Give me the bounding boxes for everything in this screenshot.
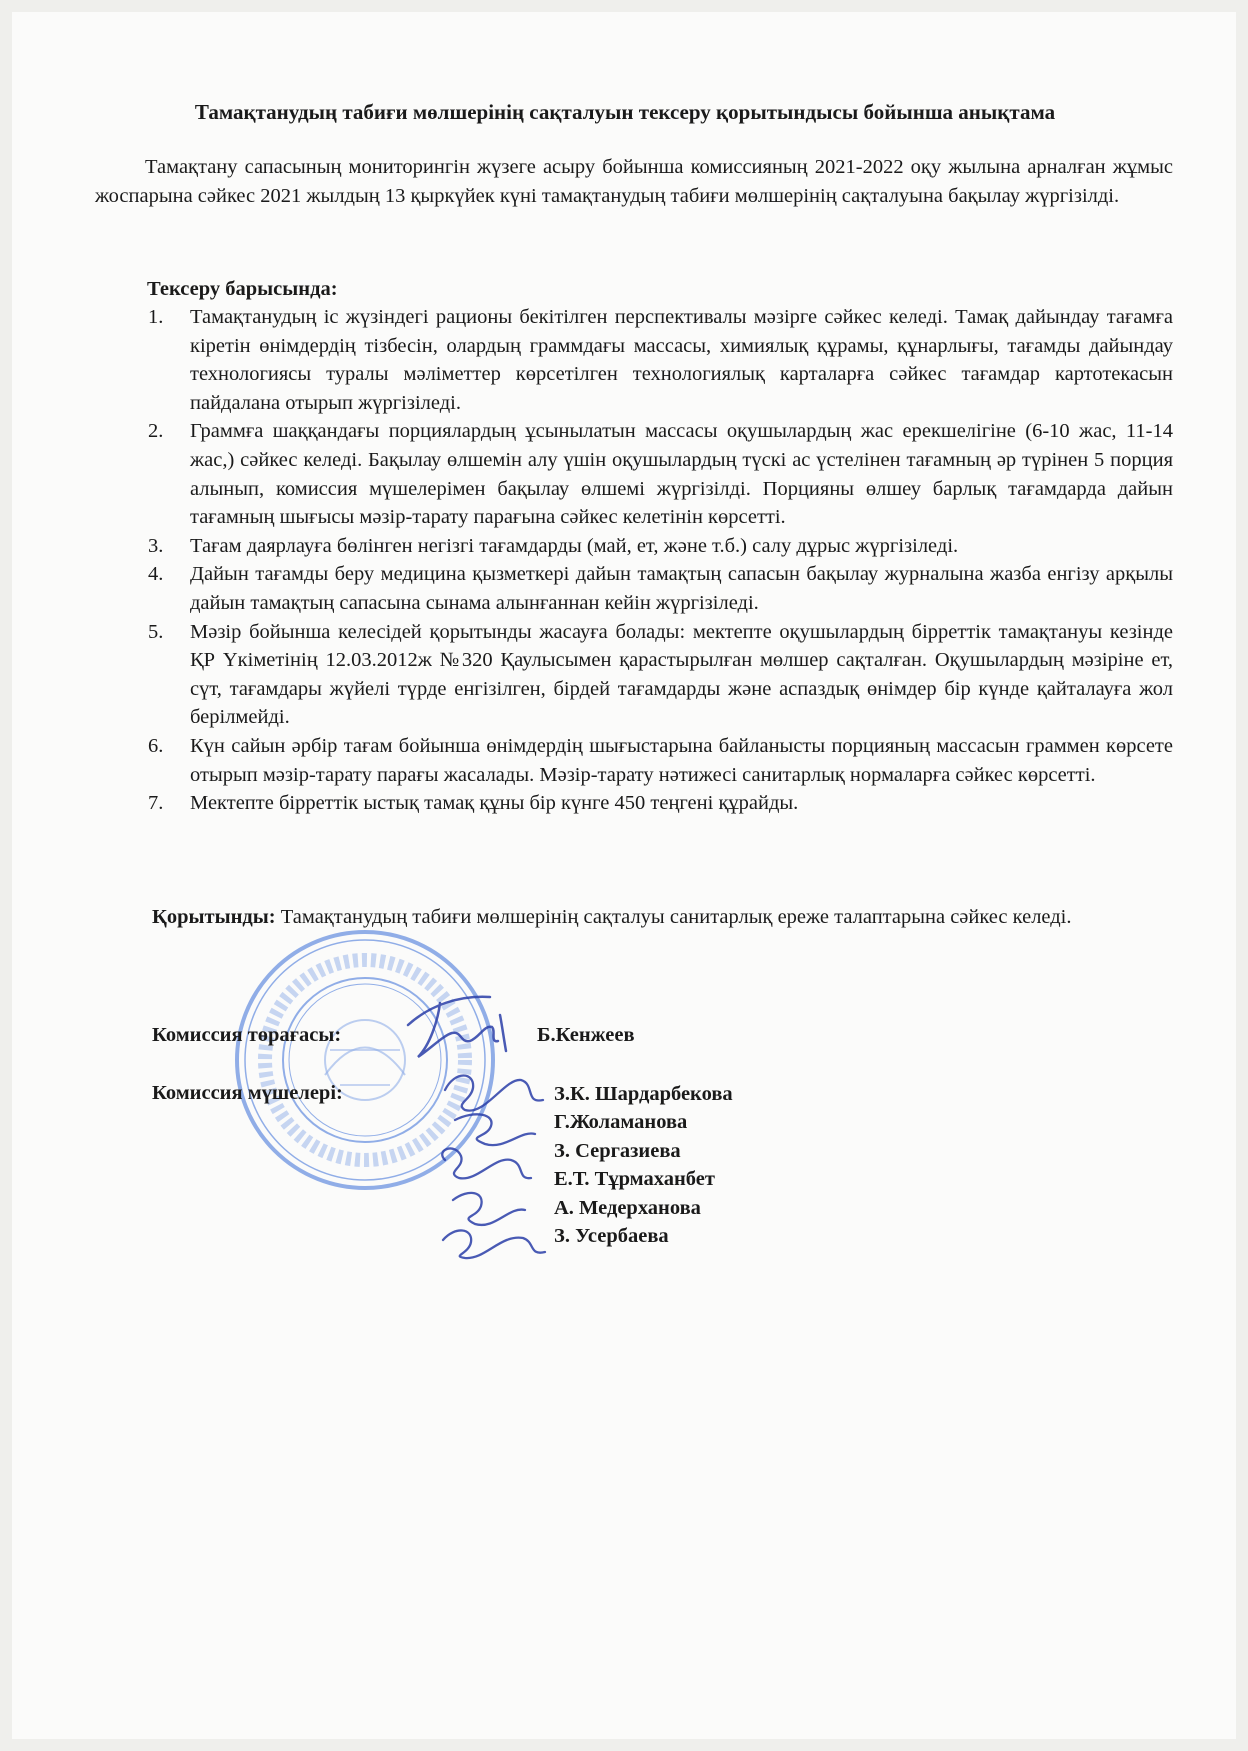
- item-text: Тағам даярлауға бөлінген негізгі тағамдарды (май, ет, және т.б.) салу дұрыс жүргізіледі.: [190, 534, 959, 557]
- item-text: Дайын тағамды беру медицина қызметкері дайын тамақтың сапасын бақылау журналына жазба енгізу арқылы дайын тамақтың сапасына сынама алынғаннан кейін жүргізіледі.: [190, 563, 1173, 614]
- item-number: 5.: [148, 620, 164, 643]
- members-label: Комиссия мүшелері:: [152, 1082, 343, 1104]
- item-number: 6.: [148, 734, 164, 757]
- list-item: [95, 303, 1173, 417]
- document-title: Тамақтанудың табиғи мөлшерінің сақталуын тексеру қорытындысы бойынша анықтама: [194, 100, 1056, 124]
- intro-paragraph: Тамақтану сапасының мониторингін жүзеге асыру бойынша комиссияның 2021-2022 оқу жылына арналған жұмыс жоспарына сәйкес 2021 жылдың 13 қыркүйек күні тамақтанудың табиғи мөлшерінің сақталуына бақылау жүргізілді.: [95, 156, 1173, 207]
- item-text: Граммға шаққандағы порциялардың ұсынылатын массасы оқушылардың жас ерекшелігіне (6-10 жас, 11-14 жас,) сәйкес келеді. Бақылау өлшемін алу үшін оқушылардың түскі ас үстелінен тағамның әр түрінен 5 порция алынып, комиссия мүшелерімен бақылау өлшемі жүргізілді. Порцияны өлшеу барлық тағамдарда дайын тағамның шығысы мәзір-тарату парағына сәйкес келетінін көрсетті.: [190, 420, 1173, 529]
- chair-label: Комиссия төрағасы:: [152, 1024, 342, 1046]
- chair-signature-icon: [400, 985, 520, 1065]
- list-item: [95, 417, 1173, 531]
- item-number: 2.: [148, 420, 164, 443]
- list-item: [95, 532, 1173, 561]
- member-name: З.К. Шардарбекова: [554, 1083, 733, 1105]
- chair-name: Б.Кенжеев: [537, 1024, 635, 1046]
- item-text: Тамақтанудың іс жүзіндегі рационы бекітілген перспективалы мәзірге сәйкес келеді. Тамақ дайындау тағамға кіретін өнімдердің тізбесін, олардың граммдағы массасы, химиялық құрамы, құнарлығы, тағамды дайындау технологиясы туралы мәліметтер көрсетілген технологиялық карталарға сәйкес тағамдар картотекасын пайдалана отырып жүргізіледі.: [190, 306, 1173, 414]
- member-name: Е.Т. Тұрмаханбет: [554, 1168, 715, 1191]
- list-item: [95, 732, 1173, 789]
- item-text: Мектепте бірреттік ыстық тамақ құны бір күнге 450 теңгені құрайды.: [190, 792, 799, 815]
- item-text: Мәзір бойынша келесідей қорытынды жасауға болады: мектепте оқушылардың бірреттік тамақтануы кезінде ҚР Үкіметінің 12.03.2012ж №320 Қаулысымен қарастырылған мөлшер сақталған. Оқушылардың мәзіріне ет, сүт, тағамдары жүйелі түрде енгізілген, бірдей тағамдарды және аспаздық өнімдер бір күнде қайталауға жол берілмейді.: [190, 620, 1173, 729]
- members-signatures-icon: [425, 1060, 555, 1260]
- member-name: З. Сергазиева: [554, 1139, 681, 1162]
- list-item: [95, 789, 1173, 818]
- item-number: 1.: [148, 306, 164, 328]
- list-item: [95, 618, 1173, 732]
- item-number: 7.: [148, 792, 164, 815]
- conclusion-text: Тамақтанудың табиғи мөлшерінің сақталуы санитарлық ереже талаптарына сәйкес келеді.: [275, 906, 1072, 928]
- item-number: 4.: [148, 563, 164, 586]
- member-name: А. Медерханова: [554, 1196, 701, 1219]
- check-heading: Тексеру барысында:: [147, 278, 338, 300]
- member-name: З. Усербаева: [554, 1225, 669, 1248]
- item-number: 3.: [148, 534, 164, 557]
- members-list: [554, 1080, 733, 1250]
- list-item: [95, 560, 1173, 617]
- member-name: Г.Жоламанова: [554, 1111, 688, 1134]
- item-text: Күн сайын әрбір тағам бойынша өнімдердің шығыстарына байланысты порцияның массасын граммен көрсете отырып мәзір-тарату парағы жасалады. Мәзір-тарату нәтижесі санитарлық нормаларға сәйкес көрсетті.: [190, 734, 1173, 786]
- findings-list: [95, 303, 1173, 818]
- conclusion-label: Қорытынды:: [152, 906, 276, 928]
